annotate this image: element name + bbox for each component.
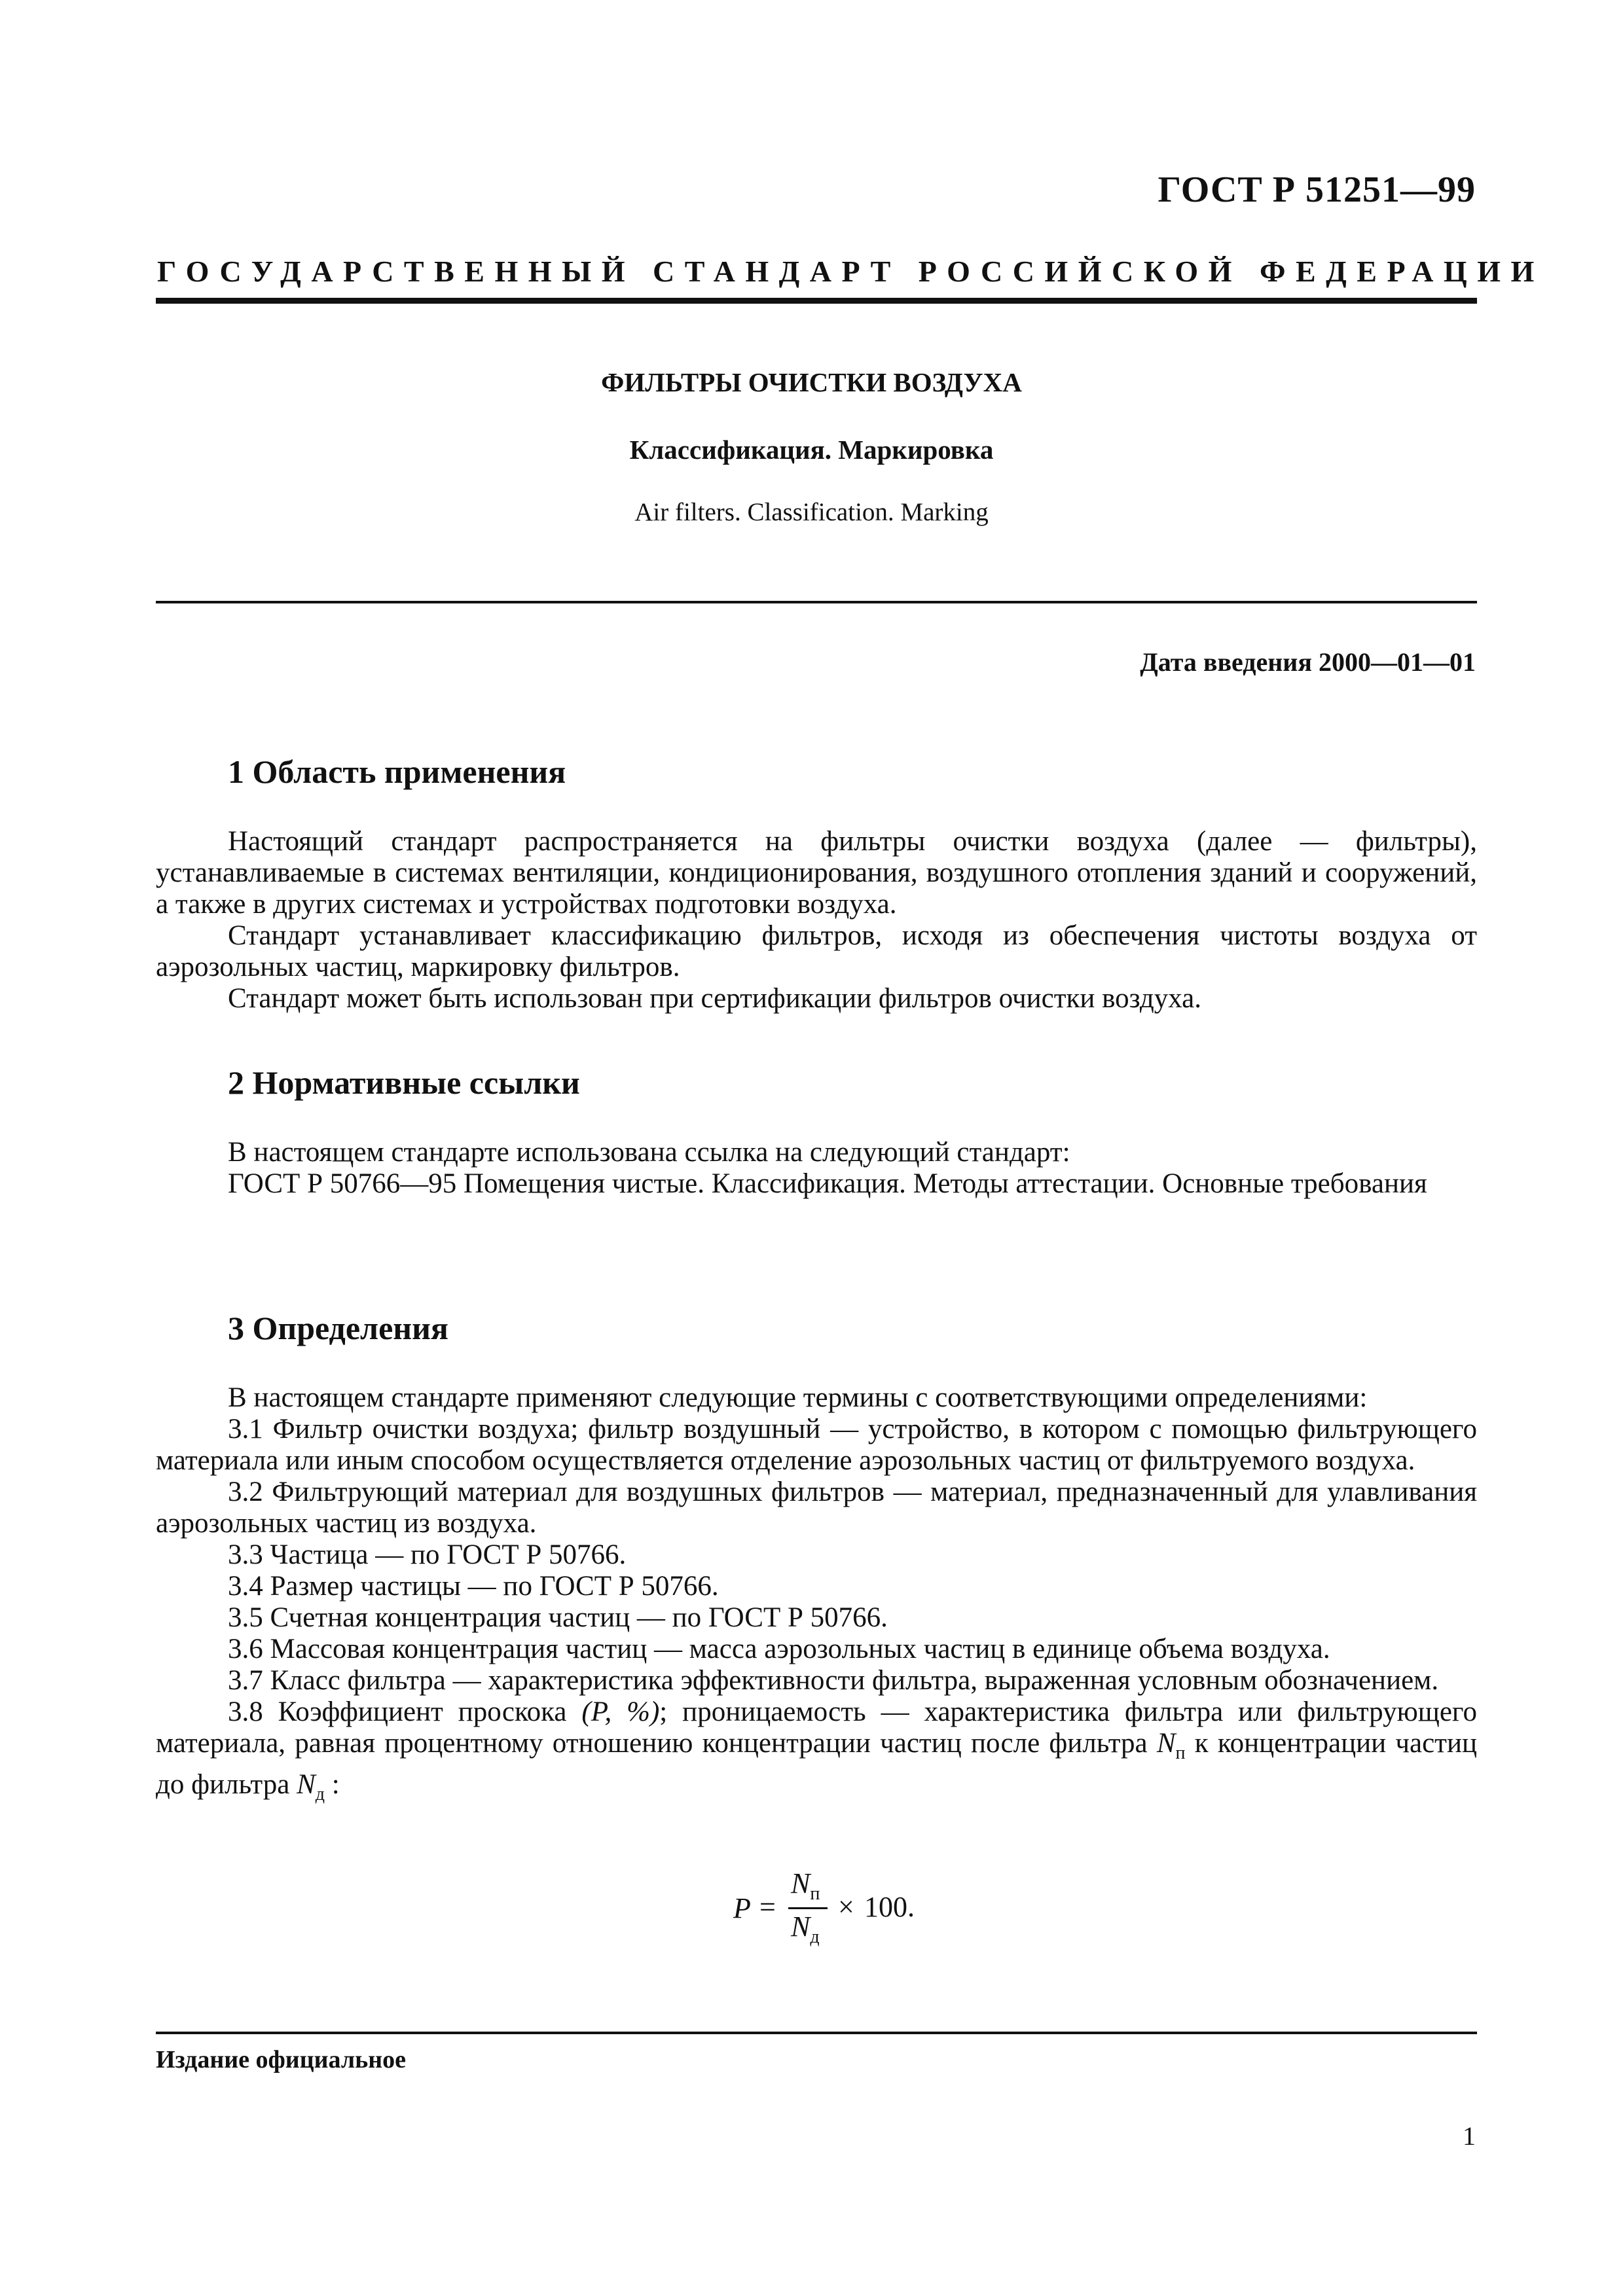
- document-subtitle: Классификация. Маркировка: [629, 435, 994, 465]
- document-number: ГОСТ Р 51251—99: [1158, 170, 1476, 210]
- formula-numerator: [791, 1867, 820, 1905]
- footer-divider: [156, 2032, 1477, 2034]
- state-standard-title: ГОСУДАРСТВЕННЫЙ СТАНДАРТ РОССИЙСКОЙ ФЕДЕРАЦИИ: [157, 255, 1544, 288]
- definition-3-3: 3.3 Частица — по ГОСТ Р 50766.: [228, 1539, 627, 1570]
- definition-3-7: 3.7 Класс фильтра — характеристика эффективности фильтра, выраженная условным обозначением.: [228, 1665, 1439, 1696]
- definition-3-2: 3.2 Фильтрующий материал для воздушных фильтров — материал, предназначенный для улавливания аэрозольных частиц из воздуха.: [156, 1477, 1477, 1539]
- penetration-formula: [733, 1867, 930, 1945]
- definition-3-8-text: 3.8 Коэффициент проскока: [228, 1696, 582, 1727]
- numerator-symbol: N: [791, 1867, 811, 1899]
- fraction-bar: [788, 1907, 828, 1909]
- introduction-date: Дата введения 2000—01—01: [1140, 647, 1476, 677]
- formula-denominator: [791, 1910, 820, 1948]
- section-1-body: [156, 826, 1477, 1014]
- section-2-paragraph: В настоящем стандарте использована ссылка на следующий стандарт:: [228, 1137, 1070, 1168]
- n-after-symbol: N: [1156, 1728, 1176, 1759]
- denominator-subscript: д: [810, 1927, 820, 1947]
- document-title: ФИЛЬТРЫ ОЧИСТКИ ВОЗДУХА: [601, 367, 1022, 397]
- numerator-subscript: п: [810, 1884, 820, 1904]
- section-1-paragraph: Стандарт устанавливает классификацию фильтров, исходя из обеспечения чистоты воздуха от аэрозольных частиц, маркировку фильтров.: [156, 920, 1477, 982]
- reference-gost-50766: ГОСТ Р 50766—95 Помещения чистые. Классификация. Методы аттестации. Основные требования: [228, 1168, 1427, 1199]
- formula-lhs: P: [733, 1892, 751, 1924]
- definition-3-6: 3.6 Массовая концентрация частиц — масса аэрозольных частиц в единице объема воздуха.: [228, 1634, 1330, 1664]
- formula-factor: 100.: [864, 1891, 915, 1923]
- definition-3-8-text: :: [325, 1769, 340, 1800]
- definition-3-8-text: к концентрации частиц до фильтра: [156, 1728, 1477, 1800]
- official-edition-label: Издание официальное: [156, 2046, 407, 2073]
- section-3-body: [156, 1382, 1477, 1810]
- definition-3-5: 3.5 Счетная концентрация частиц — по ГОСТ Р 50766.: [228, 1602, 888, 1633]
- n-before-subscript: д: [315, 1784, 325, 1804]
- section-1-paragraph: Стандарт может быть использован при сертификации фильтров очистки воздуха.: [228, 983, 1202, 1014]
- denominator-symbol: N: [791, 1910, 811, 1943]
- section-3-heading: 3 Определения: [228, 1310, 448, 1346]
- definition-3-8-text: ; проницаемость — характеристика фильтра или фильтрующего материала, равная процентному отношению концентрации частиц после фильтра: [156, 1696, 1477, 1759]
- section-3-paragraph: В настоящем стандарте применяют следующие термины с соответствующими определениями:: [228, 1382, 1368, 1413]
- definition-3-4: 3.4 Размер частицы — по ГОСТ Р 50766.: [228, 1571, 719, 1602]
- page-number: 1: [1463, 2121, 1476, 2151]
- section-1-paragraph: Настоящий стандарт распространяется на фильтры очистки воздуха (далее — фильтры), устанавливаемые в системах вентиляции, кондиционирования, воздушного отопления зданий и сооружений, а также в других системах и устройствах подготовки воздуха.: [156, 826, 1477, 920]
- title-divider: [156, 601, 1477, 603]
- n-before-symbol: N: [297, 1769, 316, 1800]
- definition-3-8: [156, 1696, 1477, 1810]
- definition-3-1: 3.1 Фильтр очистки воздуха; фильтр воздушный — устройство, в котором с помощью фильтрующего материала или иным способом осуществляется отделение аэрозольных частиц от фильтруемого воздуха.: [156, 1414, 1477, 1476]
- english-title: Air filters. Classification. Marking: [634, 498, 989, 526]
- section-2-heading: 2 Нормативные ссылки: [228, 1064, 580, 1101]
- header-divider: [156, 298, 1477, 304]
- formula-equals: =: [759, 1891, 776, 1923]
- section-1-heading: 1 Область применения: [228, 753, 566, 790]
- n-after-subscript: п: [1175, 1743, 1186, 1763]
- penetration-symbol: (P, %): [581, 1696, 660, 1727]
- formula-times: ×: [838, 1891, 854, 1923]
- section-2-body: [156, 1137, 1477, 1200]
